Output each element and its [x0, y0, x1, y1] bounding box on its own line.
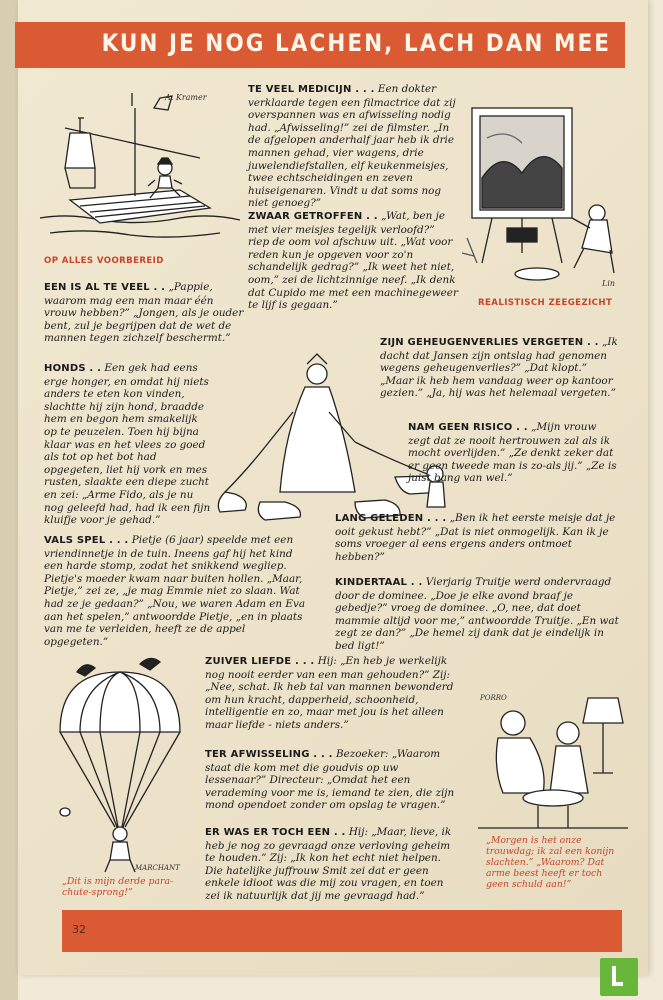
joke-title: ZWAAR GETROFFEN . . — [248, 211, 378, 222]
logo-mark-icon — [612, 966, 623, 986]
joke-body: Een gek had eens erge honger, en omdat hij niets anders te eten kon vinden, slachtte hij zijn hond, braadde hem en begon hem smakelijk op te peuzelen. Toen hij bijna klaar was en het vlees zo goed als tot op het bot had opgegeten, liet hij vork en mes rusten, slaakte een diepe zucht en zei: „Arme Fido, als je nu nog geleefd had, had ik een fijn kluifje voor je gehad.” — [44, 362, 211, 527]
joke-title: LANG GELEDEN . . . — [335, 513, 447, 524]
joke-body: Vierjarig Truitje werd ondervraagd door de dominee. „Doe je elke avond braaf je gebedje?” vroeg de dominee. „O, nee, dat doet mammie altijd voor me,” antwoordde Truitje. „En wat zegt ze dan?” „De hemel zij dank dat je eindelijk in bed ligt!” — [335, 576, 619, 652]
joke-title: TE VEEL MEDICIJN . . . — [248, 84, 375, 95]
joke-body: Hij: „Maar, lieve, ik heb je nog zo gevraagd onze verloving geheim te houden.” Zij: „Ik kon het echt niet helpen. Die hatelijke juffrouw Smit zei dat er geen enkele idioot was die mij zou vragen, en toen zei ik natuurlijk dat jij me gevraagd had.” — [205, 826, 452, 902]
joke-body: Bezoeker: „Waarom staat die kom met die goudvis op uw lessenaar?” Directeur: „Omdat het een verademing voor me is, iemand te zien, die zijn mond opendoet zonder om opslag te vragen.” — [205, 748, 455, 812]
joke-title: ZIJN GEHEUGENVERLIES VERGETEN . . — [380, 337, 599, 348]
page-title: KUN JE NOG LACHEN, LACH DAN MEE — [101, 29, 611, 57]
joke-kindertaal — [335, 576, 620, 653]
painting-cartoon — [462, 88, 630, 288]
joke-body: „Ik dacht dat Jansen zijn ontslag had genomen wegens geheugenverlies?” „Dat klopt.” „Maar ik heb hem vandaag weer op kantoor gezien.” „Ja, hij was het helemaal vergeten.” — [380, 336, 618, 400]
joke-body: „Mijn vrouw zegt dat ze nooit hertrouwen zal als ik mocht overlijden.” „Ze denkt zeker dat er geen tweede man is zo-als jij.” „Ze is juist bang van wel.” — [408, 421, 617, 485]
joke-lang-geleden — [335, 512, 620, 563]
header-banner — [15, 22, 625, 68]
joke-title: TER AFWISSELING . . . — [205, 749, 333, 760]
joke-honds — [44, 362, 214, 527]
joke-vals-spel — [44, 534, 308, 648]
joke-title: VALS SPEL . . . — [44, 535, 129, 546]
joke-een-is-al-te-veel — [44, 281, 244, 345]
parachute-cartoon — [55, 652, 185, 877]
joke-body: Pietje (6 jaar) speelde met een vriendinnetje in de tuin. Ineens gaf hij het kind een harde stomp, zodat het snikkend wegliep. Pietje's moeder kwam naar buiten hollen. „Maar, Pietje,” zei ze, „je mag Emmie niet zo slaan. Wat had ze je gedaan?” „Nou, we waren Adam en Eva aan het spelen,” antwoordde Pietje, „en in plaats van me te verleiden, heeft ze de appel opgegeten.” — [44, 534, 306, 648]
raft-signature: A. Kramer — [165, 93, 207, 102]
caption-raft: OP ALLES VOORBEREID — [44, 256, 164, 266]
joke-er-was-er-toch-een — [205, 826, 457, 903]
lastdodo-logo — [600, 958, 638, 996]
caption-painting: REALISTISCH ZEEGEZICHT — [478, 298, 613, 308]
raft-cartoon — [40, 88, 240, 253]
joke-body: „Wat, ben je met vier meisjes tegelijk verloofd?” riep de oom vol afschuw uit. „Wat voor reden kun je opgeven voor zo'n schandelijk gedrag?” „Ik weet het niet, oom,” zei de lichtzinnige neef. „Ik denk dat Cupido me met een machinegeweer te lijf is gegaan.” — [248, 210, 458, 312]
joke-zwaar-getroffen — [248, 210, 458, 312]
joke-title: HONDS . . — [44, 363, 102, 374]
page-shadow — [0, 0, 18, 1000]
joke-body: Een dokter verklaarde tegen een filmactrice dat zij overspannen was en afwisseling nodig had. „Afwisseling!” zei de filmster. „In de afgelopen anderhalf jaar heb ik drie mannen gehad, vier wagens, drie juwelendiefstallen, elf keukenmeisjes, twee echtscheidingen en zeven huiseigenaren. Vindt u dat soms nog niet genoeg?” — [248, 83, 456, 210]
joke-zuiver-liefde — [205, 655, 457, 732]
painting-signature: Lin — [602, 279, 616, 288]
joke-title: ER WAS ER TOCH EEN . . — [205, 827, 346, 838]
joke-title: EEN IS AL TE VEEL . . — [44, 282, 166, 293]
joke-title: KINDERTAAL . . — [335, 577, 423, 588]
joke-body: Hij: „En heb je werkelijk nog nooit eerder van een man gehouden?” Zij: „Nee, schat. Ik heb tal van mannen bewonderd om hun kracht, dapperheid, schoonheid, intelligentie en zo, maar met jou is het alleen maar liefde - niets anders.” — [205, 655, 454, 731]
joke-body: „Pappie, waarom mag een man maar één vrouw hebben?” „Jongen, als je ouder bent, zul je begrijpen dat de wet de mannen tegen zichzelf beschermt.” — [44, 281, 244, 345]
joke-title: ZUIVER LIEFDE . . . — [205, 656, 315, 667]
page-number: 32 — [72, 923, 86, 936]
joke-ter-afwisseling — [205, 748, 457, 812]
caption-couple: „Morgen is het onze trouwdag; ik zal een konijn slachten.” „Waarom? Dat arme beest heeft er toch geen schuld aan!” — [486, 835, 615, 890]
joke-nam-geen-risico — [408, 421, 620, 485]
parachute-signature: MARCHANT — [135, 864, 180, 872]
joke-body: „Ben ik het eerste meisje dat je ooit gekust hebt?” „Dat is niet onmogelijk. Kan ik je soms vroeger al eens ergens anders ontmoet hebben?” — [335, 512, 616, 563]
joke-geheugenverlies — [380, 336, 620, 400]
caption-parachute: „Dit is mijn derde para-chute-sprong!” — [62, 876, 174, 898]
couple-cartoon — [478, 688, 628, 833]
joke-te-veel-medicijn — [248, 83, 458, 210]
joke-title: NAM GEEN RISICO . . — [408, 422, 528, 433]
couple-signature: PORRO — [480, 694, 507, 702]
footer-bar — [62, 910, 622, 952]
